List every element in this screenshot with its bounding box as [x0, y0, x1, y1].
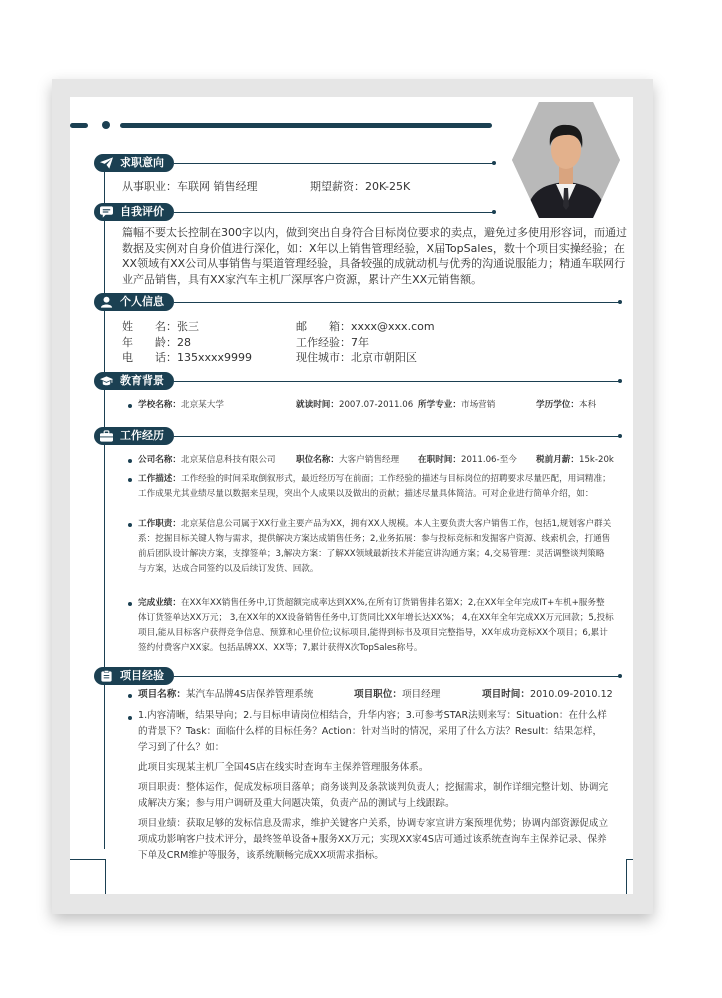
position-value: 大客户销售经理 — [338, 455, 400, 465]
major-label: 所学专业： — [418, 400, 461, 410]
resume-paper — [70, 97, 633, 894]
corner-mark-right — [626, 859, 633, 894]
profile-photo — [512, 102, 620, 218]
school-label: 学校名称： — [138, 400, 181, 410]
job-value: 车联网 销售经理 — [177, 180, 258, 193]
period-label: 在职时间： — [418, 455, 461, 465]
personal-right — [296, 319, 435, 366]
section-title-intent — [94, 154, 174, 172]
email-value: xxxx@xxx.com — [351, 320, 435, 333]
project-duty-line: 成解决方案；参与用户调研及重大问题决策，负责产品的测试与上线跟踪。 — [138, 798, 455, 809]
project-role — [354, 687, 440, 703]
rule-end-dot — [618, 379, 622, 383]
project-role-value: 项目经理 — [401, 689, 441, 700]
top-bar-dot — [102, 121, 110, 129]
chat-icon — [100, 206, 113, 218]
city-value: 北京市朝阳区 — [351, 351, 417, 364]
list-bullet — [128, 523, 132, 527]
section-rule — [174, 381, 620, 382]
work-salary-label: 税前月薪： — [536, 455, 579, 465]
rule-end-dot — [492, 161, 496, 165]
phone-label: 电 话： — [122, 351, 177, 364]
section-rule — [174, 302, 620, 303]
work-period — [418, 453, 517, 468]
company-label: 公司名称： — [138, 455, 181, 465]
section-rule — [174, 676, 620, 677]
project-time-label: 项目时间： — [482, 689, 530, 700]
result-line: 签约付费客户XX家。包括品牌XX、XX等；7,累计获得X次TopSales称号。 — [138, 643, 423, 653]
rule-end-dot — [618, 434, 622, 438]
clipboard-icon — [100, 670, 113, 682]
project-result-line: 下单及CRM维护等服务，该系统顺畅完成XX项需求指标。 — [138, 850, 384, 861]
list-bullet — [128, 459, 132, 463]
duty-line: 系：挖掘目标关键人物与需求，提供解决方案达成销售任务；2,业务拓展：参与投标竞标和发掘客户资源、线索机会，打通售 — [138, 534, 611, 544]
phone-value: 135xxxx9999 — [177, 351, 253, 364]
project-duty-line: 项目职责：整体运作，促成发标项目落单；商务谈判及条款谈判负责人；挖掘需求，制作详细完整计划、协调完 — [138, 782, 609, 793]
section-title-personal — [94, 293, 174, 311]
self-eval-line: 业产品销售，具有XX家汽车主机厂深厚客户资源，累计产生XX元销售额。 — [122, 272, 483, 286]
project-impl: 此项目实现某主机厂全国4S店在线实时查询车主保养管理服务体系。 — [138, 762, 429, 773]
email-label: 邮 箱： — [296, 320, 351, 333]
paper-plane-icon — [100, 157, 113, 169]
section-label: 个人信息 — [120, 295, 164, 308]
person-silhouette-icon — [512, 102, 620, 218]
project-line: 学习到了什么？如： — [138, 742, 225, 753]
self-eval-line: 数据及实例对自身价值进行深化，如：X年以上销售管理经验，X届TopSales，数十个项目实操经验；在 — [122, 241, 625, 255]
degree-value: 本科 — [578, 400, 597, 410]
project-name-value: 某汽车品牌4S店保养管理系统 — [185, 689, 314, 700]
section-label: 求职意向 — [120, 156, 164, 169]
edu-degree — [536, 398, 596, 413]
project-result-line: 项目业绩：获取足够的发标信息及需求，维护关键客户关系，协调专家宣讲方案预埋优势；协调内部资源促成立 — [138, 818, 609, 829]
section-title-self-eval — [94, 203, 174, 221]
timeline-line — [104, 161, 105, 849]
rule-end-dot — [618, 300, 622, 304]
position-label: 职位名称： — [296, 455, 339, 465]
project-name — [138, 687, 313, 703]
section-rule — [174, 163, 494, 164]
user-icon — [100, 296, 113, 308]
project-line: 1.内容清晰，结果导向；2.与目标申请岗位相结合，升华内容；3.可参考STAR法则来写：Situation：在什么样 — [138, 710, 607, 721]
section-label: 项目经验 — [120, 669, 164, 682]
project-time-value: 2010.09-2010.12 — [529, 689, 613, 700]
age-label: 年 龄： — [122, 335, 177, 349]
section-rule — [174, 436, 620, 437]
list-bullet — [128, 716, 132, 720]
rule-end-dot — [492, 210, 496, 214]
project-name-label: 项目名称： — [138, 689, 186, 700]
desc-line: 工作经验的时间采取倒叙形式，最近经历写在前面；工作经验的描述与目标岗位的招聘要求尽量匹配，用词精准； — [180, 474, 611, 484]
salary-label: 期望薪资： — [310, 180, 365, 193]
work-duty — [138, 517, 624, 577]
graduation-cap-icon — [100, 375, 113, 387]
section-title-project — [94, 667, 174, 685]
city-label: 现住城市： — [296, 351, 351, 364]
result-line: 在XX年XX销售任务中,订货超额完成率达到XX%,在所有订货销售排名第X；2,在XX年全年完成IT+车机+服务整 — [180, 598, 605, 608]
duty-label: 工作职责： — [138, 519, 181, 529]
exp-label: 工作经验： — [296, 335, 351, 349]
edu-time-value: 2007.07-2011.06 — [338, 400, 414, 410]
section-label: 自我评价 — [120, 205, 164, 218]
corner-mark-left — [70, 859, 106, 894]
school-value: 北京某大学 — [180, 400, 224, 410]
list-bullet — [128, 602, 132, 606]
edu-time-label: 就读时间： — [296, 400, 339, 410]
list-bullet — [128, 404, 132, 408]
briefcase-icon — [100, 430, 113, 442]
personal-left — [122, 319, 252, 366]
duty-line: 北京某信息公司属于XX行业主要产品为XX，拥有XX人规模。本人主要负责大客户销售工作，包括1,规划客户群关 — [180, 519, 612, 529]
company-value: 北京某信息科技有限公司 — [180, 455, 276, 465]
project-line: 的背景下？Task：面临什么样的目标任务？Action：针对当时的情况，采用了什么方法？Result：结果怎样， — [138, 726, 603, 737]
edu-school — [138, 398, 224, 413]
edu-major — [418, 398, 495, 413]
list-bullet — [128, 694, 132, 698]
self-eval-line: XX领域有XX公司从事销售与渠道管理经验，具备较强的成就动机与优秀的沟通说服能力；精通车联网行 — [122, 257, 626, 270]
exp-value: 7年 — [351, 335, 369, 349]
section-label: 工作经历 — [120, 429, 164, 442]
duty-line: 与方案，达成合同签约以及后续订发货、回款。 — [138, 564, 319, 574]
project-result-line: 项成功影响客户技术评分，最终签单设备+服务XX万元；实现XX家4S店可通过该系统查询车主保养记录、保养 — [138, 834, 607, 845]
name-value: 张三 — [177, 320, 199, 333]
project-role-label: 项目职位： — [354, 689, 402, 700]
section-title-education — [94, 372, 174, 390]
top-bar-long — [120, 123, 492, 128]
age-value: 28 — [177, 335, 191, 349]
major-value: 市场营销 — [460, 400, 496, 410]
list-bullet — [128, 478, 132, 482]
name-label: 姓 名： — [122, 320, 177, 333]
self-eval-line: 篇幅不要太长控制在300字以内，做到突出自身符合目标岗位要求的卖点，避免过多使用形容词，而通过 — [122, 226, 627, 239]
edu-time — [296, 398, 413, 413]
salary-value: 20K-25K — [365, 180, 411, 193]
self-eval-text — [122, 225, 627, 287]
rule-end-dot — [618, 674, 622, 678]
job-label: 从事职业： — [122, 180, 177, 193]
desc-line: 工作成果尤其业绩尽量以数据来呈现，突出个人成果以及做出的贡献；描述尽量具体简洁。可对企业进行简单介绍，如： — [138, 489, 594, 499]
work-salary — [536, 453, 614, 468]
result-label: 完成业绩： — [138, 598, 181, 608]
degree-label: 学历学位： — [536, 400, 579, 410]
result-line: 项目,能从目标客户获得竞争信息、预算和心里价位;议标项目,能得到标书及项目完整指导，XX年成功竞标XX个项目；6,累计 — [138, 628, 608, 638]
salary-row — [310, 179, 410, 195]
work-company — [138, 453, 276, 468]
project-time — [482, 687, 613, 703]
result-line: 体订货签单达XX万元； 3,在XX年的XX设备销售任务中,订货同比XX年增长达XX%； 4,在XX年全年完成XX万元回款；5,投标 — [138, 613, 614, 623]
desc-label: 工作描述： — [138, 474, 181, 484]
period-value: 2011.06-至今 — [460, 455, 517, 465]
section-rule — [174, 212, 494, 213]
duty-line: 前后团队设计解决方案，支撑签单；3,解决方案：了解XX领域最新技术并能宣讲沟通方案；4,交易管理：灵活调整谈判策略 — [138, 549, 605, 559]
work-salary-value: 15k-20k — [578, 455, 614, 465]
section-title-work — [94, 427, 174, 445]
work-result — [138, 596, 624, 656]
section-label: 教育背景 — [120, 374, 164, 387]
work-position — [296, 453, 399, 468]
work-desc — [138, 472, 624, 502]
top-bar-short — [70, 123, 88, 128]
project-text — [138, 708, 624, 864]
